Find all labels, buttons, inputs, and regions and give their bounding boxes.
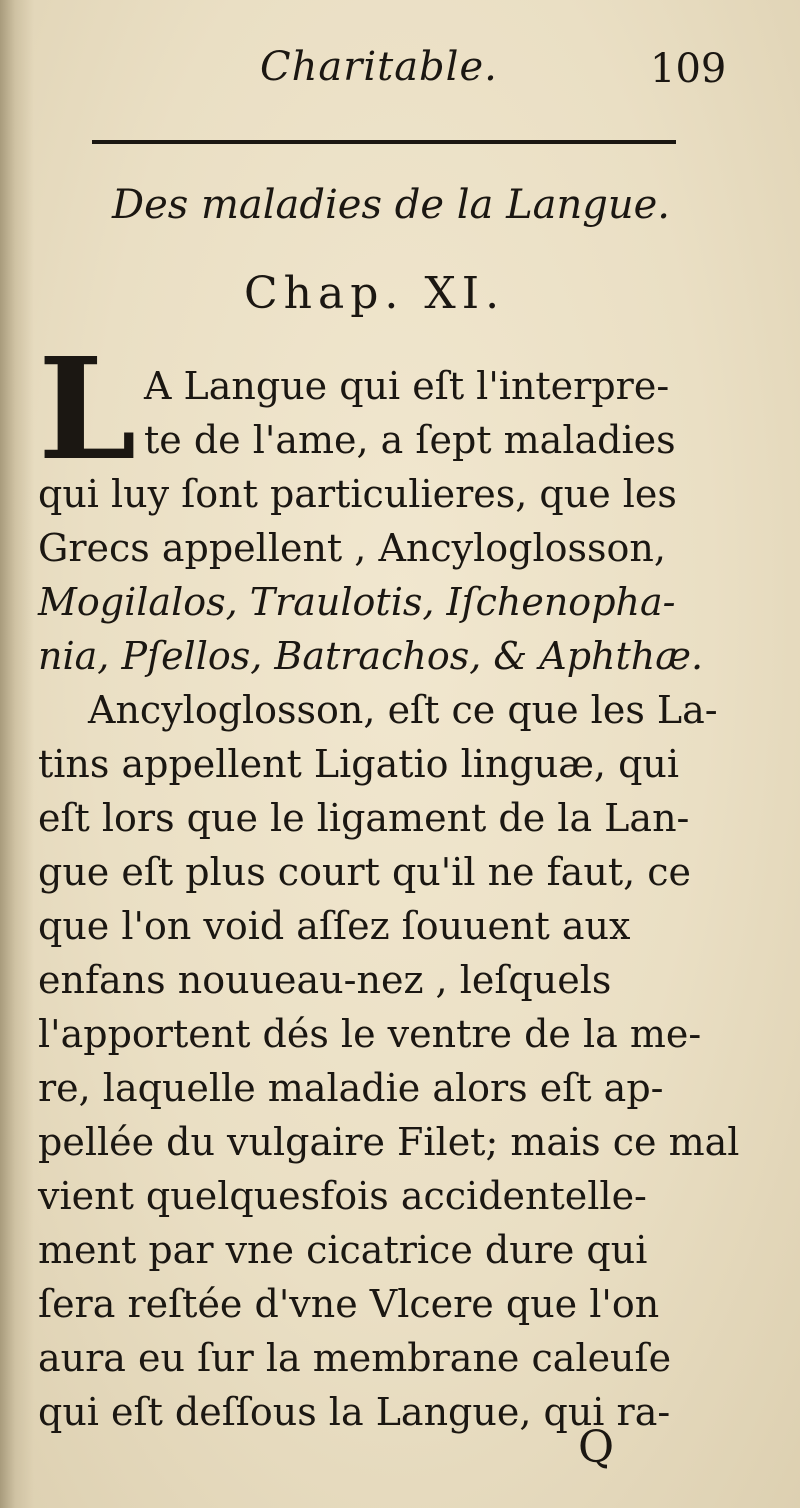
catchword: Q: [578, 1422, 615, 1473]
text-line: Ancyloglosson, eſt ce que les La-: [88, 688, 718, 732]
text-line: A Langue qui eſt l'interpre-: [144, 364, 670, 408]
text-line: nia, Pſellos, Batrachos, & Aphthæ.: [38, 634, 704, 678]
text-line: pellée du vulgaire Filet; mais ce mal: [38, 1120, 740, 1164]
text-line: re, laquelle maladie alors eſt ap-: [38, 1066, 664, 1110]
chapter-subtitle: Des maladies de la Langue.: [112, 182, 670, 228]
text-line: Grecs appellent , Ancyloglosson,: [38, 526, 666, 570]
text-line: qui luy ſont particulieres, que les: [38, 472, 677, 516]
text-line: gue eſt plus court qu'il ne faut, ce: [38, 850, 692, 894]
text-line: te de l'ame, a ſept maladies: [144, 418, 676, 462]
text-line: que l'on void aſſez ſouuent aux: [38, 904, 631, 948]
text-line: vient quelquesfois accidentelle-: [38, 1174, 647, 1218]
text-line: ſera reſtée d'vne Vlcere que l'on: [38, 1282, 660, 1326]
text-line: Mogilalos, Traulotis, Iſchenopha-: [38, 580, 676, 624]
header-rule: [92, 140, 676, 144]
text-line: qui eſt deſſous la Langue, qui ra-: [38, 1390, 671, 1434]
running-title: Charitable.: [260, 44, 498, 90]
text-line: l'apportent dés le ventre de la me-: [38, 1012, 702, 1056]
text-line: ment par vne cicatrice dure qui: [38, 1228, 648, 1272]
text-line: enfans nouueau-nez , leſquels: [38, 958, 612, 1002]
text-line: aura eu ſur la membrane caleuſe: [38, 1336, 672, 1380]
chapter-heading: Chap. XI.: [244, 268, 506, 319]
text-line: eſt lors que le ligament de la Lan-: [38, 796, 690, 840]
page-number: 109: [650, 46, 727, 92]
drop-cap: L: [38, 328, 137, 492]
gutter-shadow: [0, 0, 34, 1508]
text-line: tins appellent Ligatio linguæ, qui: [38, 742, 680, 786]
running-head: [0, 44, 800, 104]
